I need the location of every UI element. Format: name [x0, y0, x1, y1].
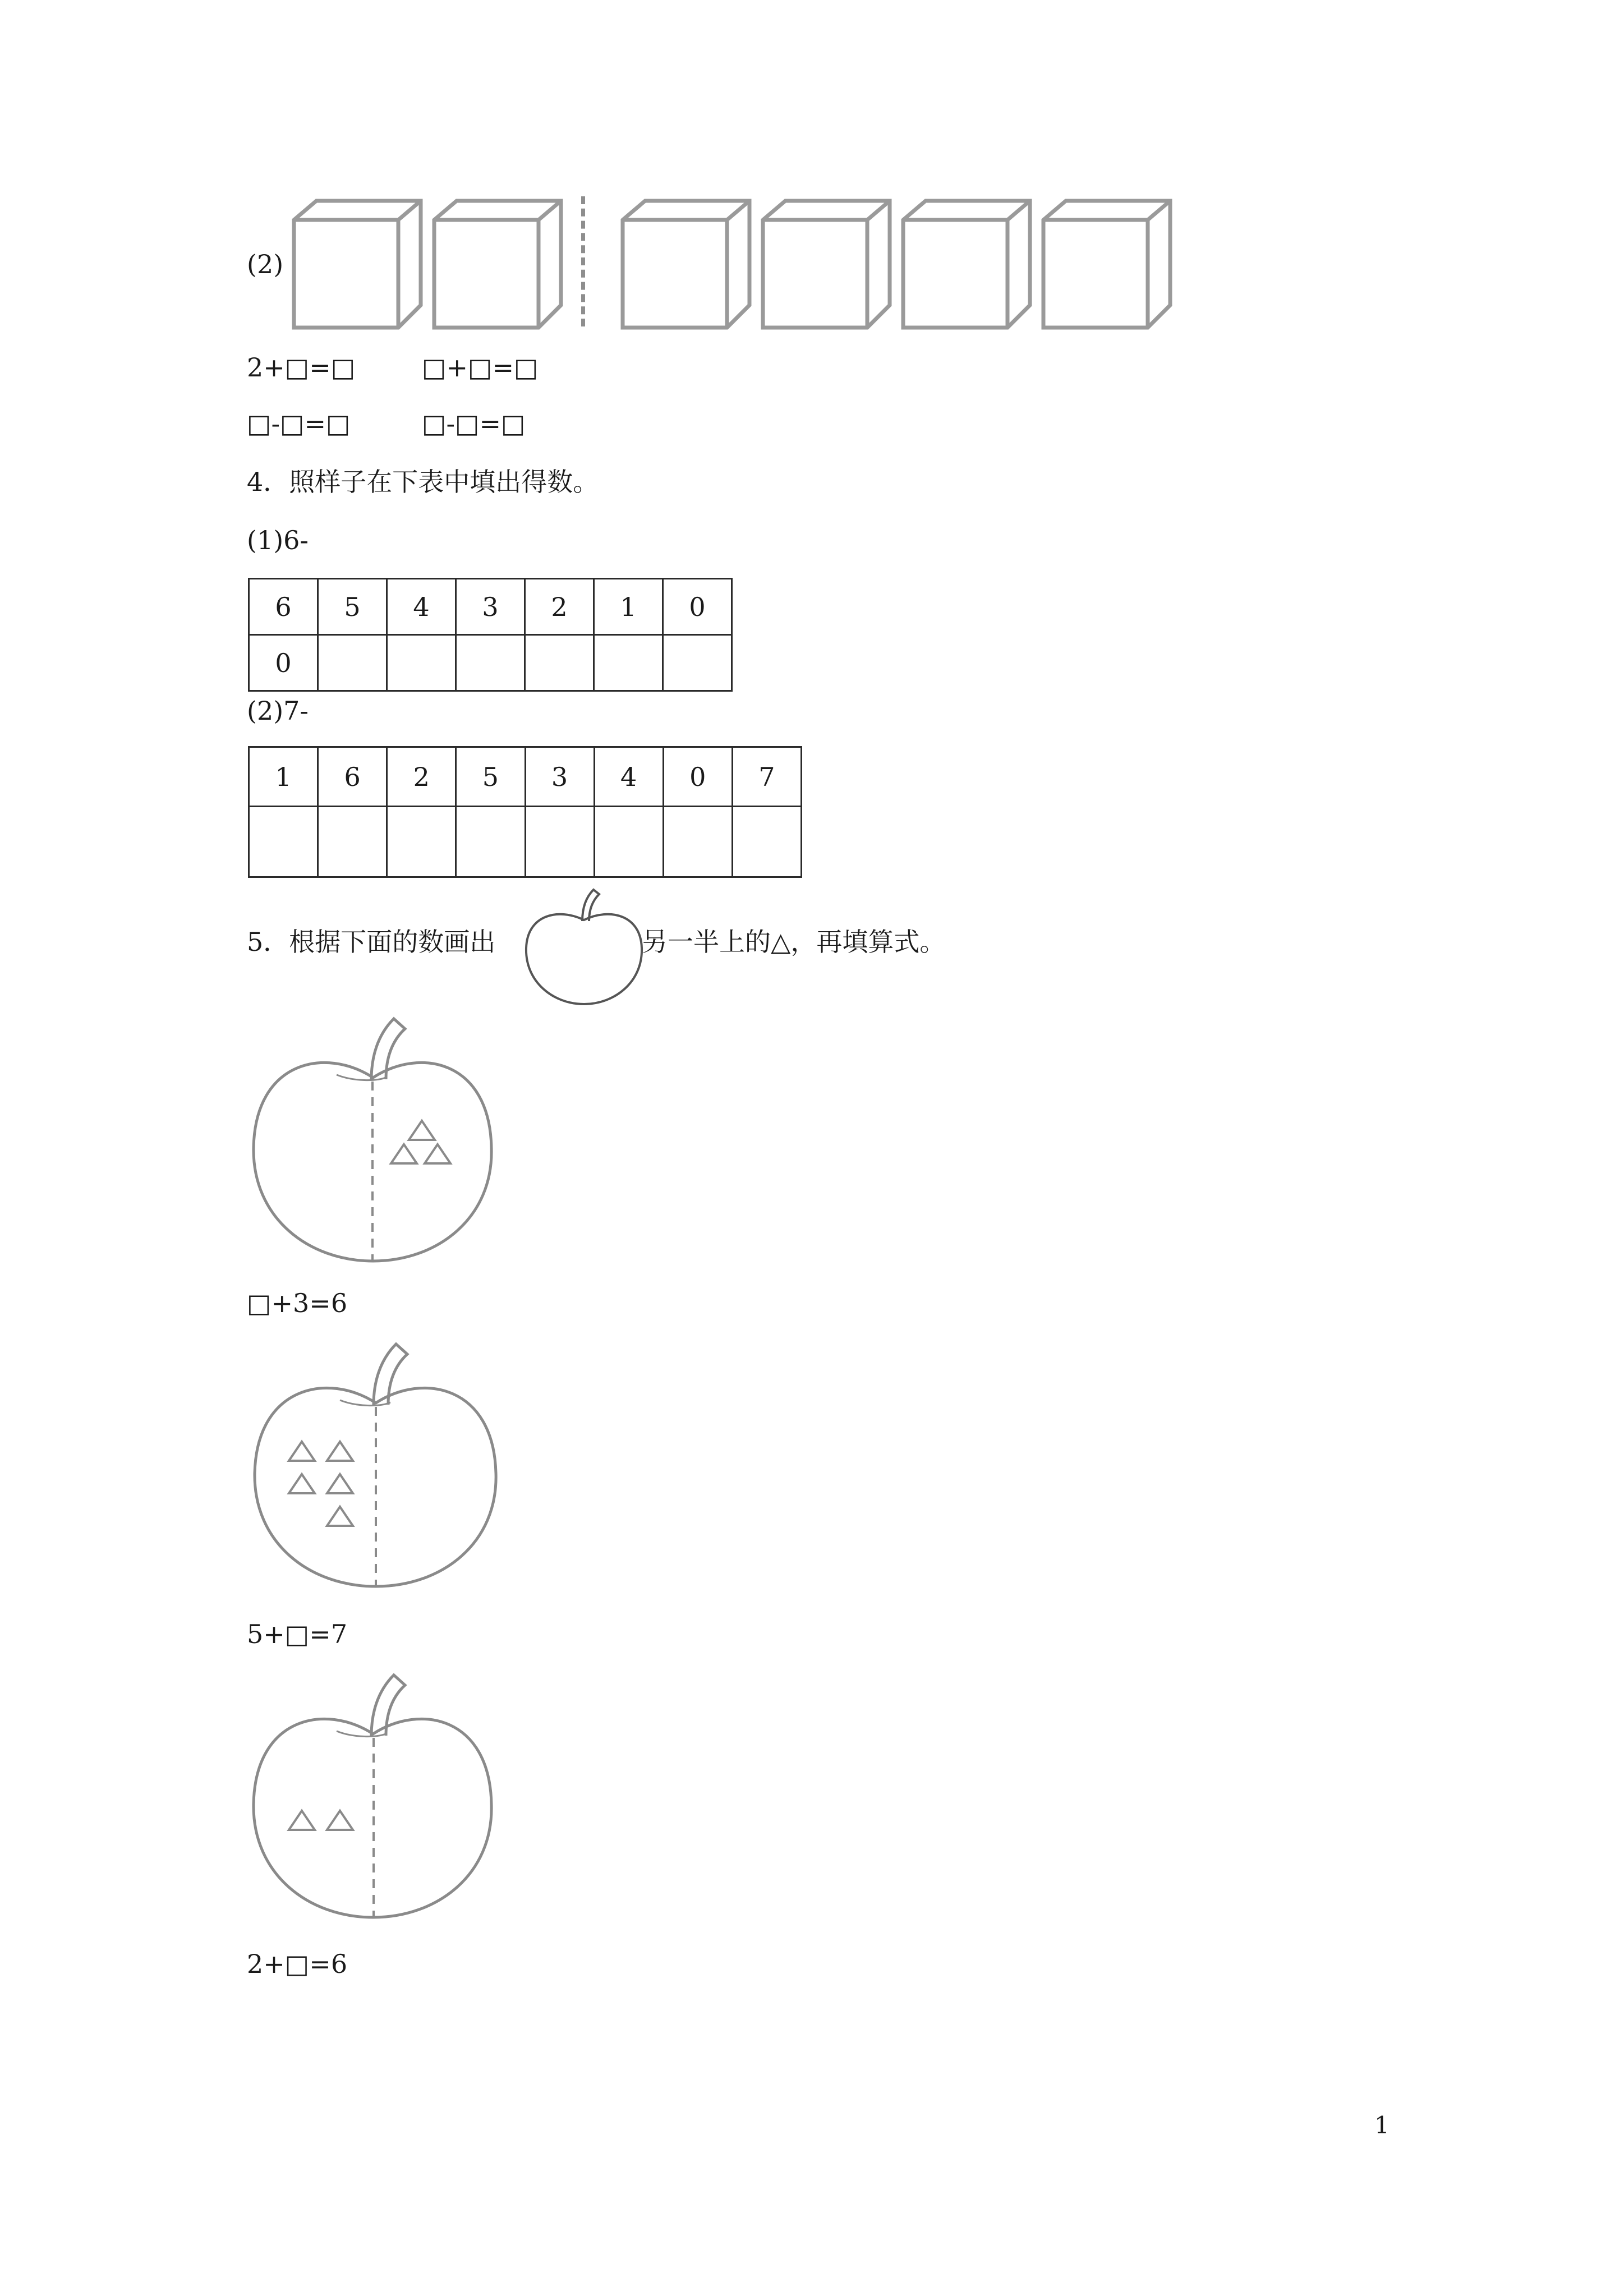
page-number: 1	[1374, 2111, 1390, 2139]
apple-figure-3	[247, 1664, 499, 1927]
cube-divider	[581, 196, 585, 326]
cube-icon	[431, 197, 564, 331]
answer-cell[interactable]	[387, 635, 456, 691]
answer-cell[interactable]	[663, 807, 732, 877]
table-cell: 4	[594, 747, 663, 807]
triangle-icon	[425, 1144, 450, 1163]
table-cell: 0	[249, 635, 318, 691]
table-cell: 7	[732, 747, 801, 807]
q4-title: 4．照样子在下表中填出得数。	[247, 467, 599, 497]
triangle-icon	[391, 1144, 417, 1163]
q3-equation-add-1: 2+□=□	[247, 352, 356, 383]
answer-cell[interactable]	[387, 807, 456, 877]
answer-cell[interactable]	[594, 635, 663, 691]
q3-equation-add-2: □+□=□	[422, 352, 539, 383]
answer-cell[interactable]	[318, 807, 387, 877]
table-cell: 3	[525, 747, 594, 807]
table-row	[249, 747, 802, 807]
table-cell: 4	[387, 579, 456, 635]
answer-cell[interactable]	[249, 807, 318, 877]
table-row	[249, 635, 732, 691]
answer-cell[interactable]	[663, 635, 732, 691]
answer-cell[interactable]	[456, 635, 525, 691]
answer-cell[interactable]	[525, 807, 594, 877]
table-cell: 3	[456, 579, 525, 635]
triangle-icon	[289, 1811, 315, 1830]
table-cell: 1	[249, 747, 318, 807]
q5-equation-3: 2+□=6	[247, 1949, 348, 1979]
q5-equation-2: 5+□=7	[247, 1619, 348, 1649]
triangle-icon	[327, 1811, 353, 1830]
q3-equation-sub-1: □-□=□	[247, 408, 351, 439]
cube-icon	[900, 197, 1033, 331]
answer-cell[interactable]	[456, 807, 525, 877]
triangle-icon	[327, 1474, 353, 1493]
q4-part2-label: (2)7-	[247, 696, 309, 726]
table-cell: 1	[594, 579, 663, 635]
table-cell: 5	[456, 747, 525, 807]
apple-figure-2	[247, 1333, 505, 1596]
table-cell: 6	[249, 579, 318, 635]
q3-part2-label: (2)	[247, 249, 284, 279]
cube-icon	[291, 197, 424, 331]
q5-equation-1: □+3=6	[247, 1288, 348, 1318]
answer-cell[interactable]	[525, 635, 594, 691]
table-cell: 0	[663, 747, 732, 807]
triangle-icon	[289, 1442, 315, 1461]
triangle-icon	[289, 1474, 315, 1493]
apple-figure-1	[247, 1007, 499, 1271]
table-row	[249, 807, 802, 877]
table-cell: 5	[318, 579, 387, 635]
answer-cell[interactable]	[732, 807, 801, 877]
answer-cell[interactable]	[594, 807, 663, 877]
triangle-icon	[327, 1442, 353, 1461]
triangle-icon	[327, 1507, 353, 1526]
q4-part1-label: (1)6-	[247, 525, 309, 555]
apple-icon	[519, 881, 648, 1010]
cube-icon	[619, 197, 753, 331]
table-cell: 2	[387, 747, 456, 807]
cube-icon	[760, 197, 893, 331]
q5-title-end: 另一半上的△，再填算式。	[642, 927, 946, 957]
table-cell: 0	[663, 579, 732, 635]
table-cell: 2	[525, 579, 594, 635]
table-cell: 6	[318, 747, 387, 807]
q4-table-2	[248, 746, 802, 878]
q3-equation-sub-2: □-□=□	[422, 408, 526, 439]
triangle-icon	[409, 1121, 435, 1140]
q4-table-1	[248, 578, 733, 692]
table-row	[249, 579, 732, 635]
answer-cell[interactable]	[318, 635, 387, 691]
cube-icon	[1040, 197, 1174, 331]
q5-title-start: 5．根据下面的数画出	[247, 927, 496, 957]
